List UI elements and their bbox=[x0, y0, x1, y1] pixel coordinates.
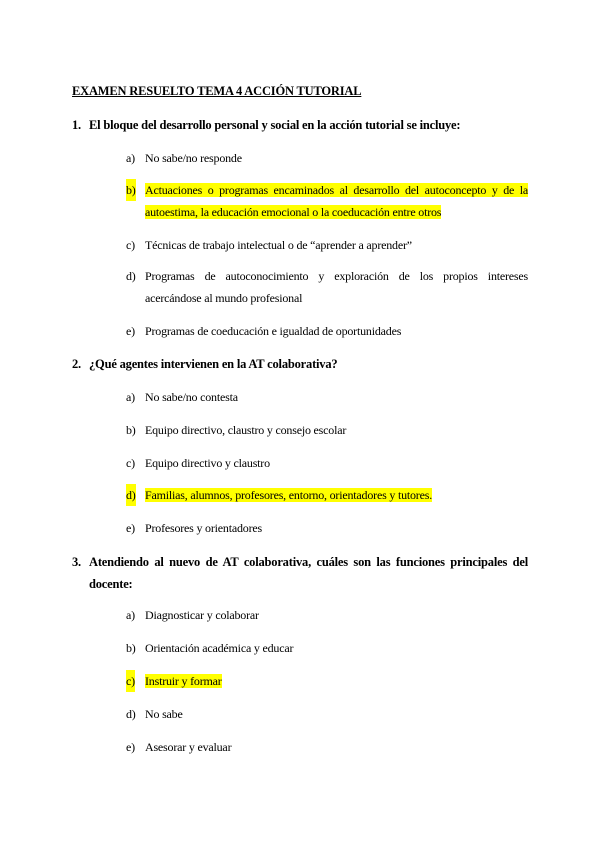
option-2d bbox=[126, 484, 528, 506]
option-text: No sabe/no contesta bbox=[145, 390, 238, 404]
option-text: Equipo directivo y claustro bbox=[145, 456, 270, 470]
option-1e bbox=[126, 320, 528, 342]
option-letter: e) bbox=[126, 521, 135, 535]
option-text: Profesores y orientadores bbox=[145, 521, 262, 535]
option-letter: b) bbox=[126, 179, 136, 201]
option-2c bbox=[126, 452, 528, 474]
question-1 bbox=[72, 114, 528, 136]
option-3c bbox=[126, 670, 528, 692]
option-1b bbox=[126, 179, 528, 223]
option-text: Diagnosticar y colaborar bbox=[145, 608, 259, 622]
option-text: No sabe bbox=[145, 707, 183, 721]
option-letter: c) bbox=[126, 238, 135, 252]
option-3b bbox=[126, 637, 528, 659]
option-letter: d) bbox=[126, 269, 136, 283]
option-text: Programas de autoconocimiento y exploración de los propios intereses acercándose al mundo profesional bbox=[145, 269, 528, 305]
option-3a bbox=[126, 604, 528, 626]
question-text: ¿Qué agentes intervienen en la AT colaborativa? bbox=[89, 357, 338, 371]
option-3d bbox=[126, 703, 528, 725]
option-text: Programas de coeducación e igualdad de oportunidades bbox=[145, 324, 402, 338]
option-letter: c) bbox=[126, 456, 135, 470]
option-1c bbox=[126, 234, 528, 256]
option-2a bbox=[126, 386, 528, 408]
question-number: 3. bbox=[72, 555, 81, 569]
question-3 bbox=[72, 551, 528, 595]
question-2 bbox=[72, 353, 528, 375]
question-text: Atendiendo al nuevo de AT colaborativa, cuáles son las funciones principales del docente: bbox=[89, 555, 528, 591]
question-text: El bloque del desarrollo personal y social en la acción tutorial se incluye: bbox=[89, 118, 461, 132]
question-number: 1. bbox=[72, 118, 81, 132]
option-text: Asesorar y evaluar bbox=[145, 740, 232, 754]
option-text-highlighted: Instruir y formar bbox=[145, 674, 222, 688]
option-letter: d) bbox=[126, 484, 136, 506]
option-2e bbox=[126, 517, 528, 539]
option-2b bbox=[126, 419, 528, 441]
option-text: Equipo directivo, claustro y consejo escolar bbox=[145, 423, 347, 437]
option-text: Orientación académica y educar bbox=[145, 641, 294, 655]
option-letter: a) bbox=[126, 390, 135, 404]
option-text: Técnicas de trabajo intelectual o de “aprender a aprender” bbox=[145, 238, 412, 252]
question-number: 2. bbox=[72, 357, 81, 371]
option-letter: b) bbox=[126, 423, 136, 437]
option-3e bbox=[126, 736, 528, 758]
option-letter: d) bbox=[126, 707, 136, 721]
option-text-highlighted: Actuaciones o programas encaminados al desarrollo del autoconcepto y de la autoestima, la educación emocional o la coeducación entre otros bbox=[145, 183, 528, 219]
option-text-highlighted: Familias, alumnos, profesores, entorno, orientadores y tutores. bbox=[145, 488, 433, 502]
option-letter: e) bbox=[126, 740, 135, 754]
option-letter: a) bbox=[126, 151, 135, 165]
option-letter: a) bbox=[126, 608, 135, 622]
option-letter: c) bbox=[126, 670, 135, 692]
option-1d bbox=[126, 265, 528, 309]
option-text: No sabe/no responde bbox=[145, 151, 242, 165]
option-1a bbox=[126, 147, 528, 169]
document-title: EXAMEN RESUELTO TEMA 4 ACCIÓN TUTORIAL bbox=[72, 84, 362, 98]
option-letter: e) bbox=[126, 324, 135, 338]
option-letter: b) bbox=[126, 641, 136, 655]
